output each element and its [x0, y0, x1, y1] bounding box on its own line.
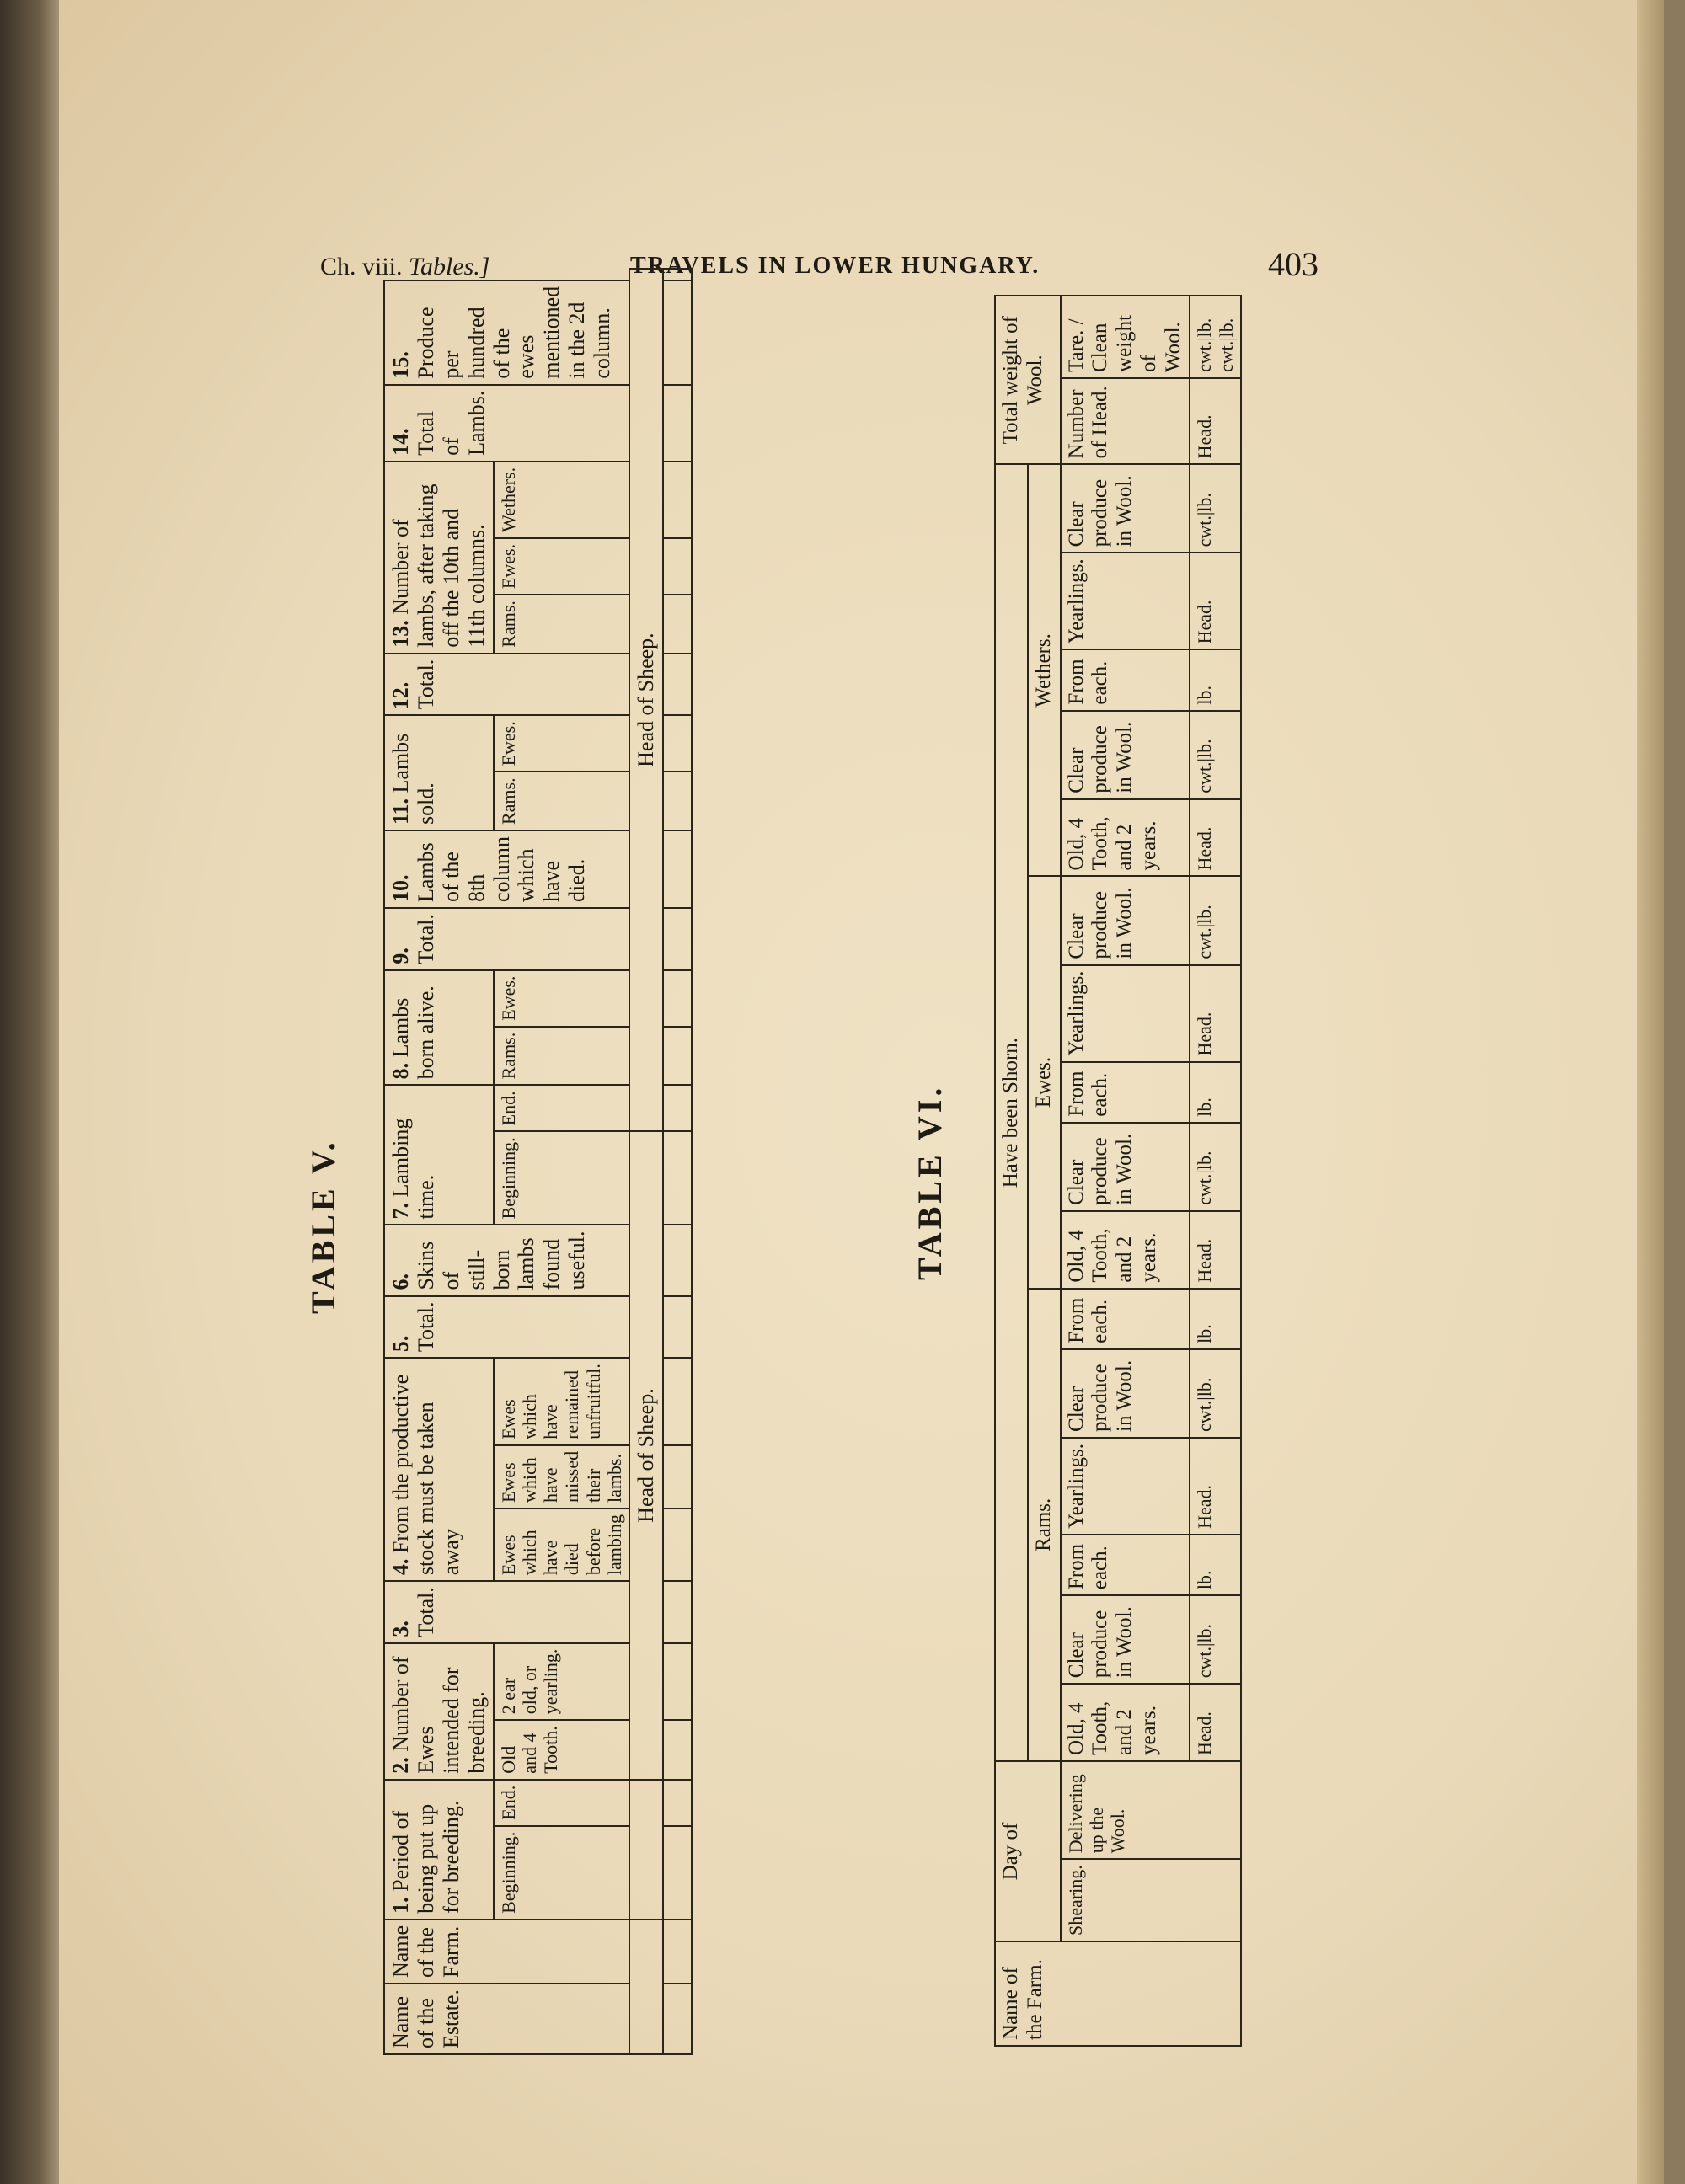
t5-c1-begin: Beginning.: [494, 1826, 630, 1920]
t5-c7-end: End.: [494, 1085, 630, 1131]
table5-title: TABLE V.: [304, 1139, 342, 1314]
t5-c11-num: 11.: [388, 798, 413, 825]
t6-day-of: Day of: [995, 1761, 1061, 1941]
t5-c5-num: 5.: [388, 1335, 413, 1353]
t5-c14: [384, 385, 629, 462]
t5-c10-num: 10.: [388, 874, 413, 903]
t6-rams-old: Old, 4 Tooth, and 2 years.: [1061, 1684, 1190, 1761]
t5-c1-end: End.: [494, 1780, 630, 1826]
t6-lb-1: lb.: [1194, 1623, 1216, 1643]
t5-c3-text: Total.: [413, 1587, 438, 1637]
t6-unit-cwt-7: cwt.|lb. cwt.|lb.: [1190, 296, 1241, 378]
t5-c4-missed: Ewes which have missed their lambs.: [494, 1445, 630, 1509]
t6-ewes: Ewes.: [1028, 876, 1061, 1288]
t6-number-head: Number of Head.: [1061, 378, 1190, 464]
t6-lb-4: lb.: [1194, 905, 1216, 924]
t5-c5-text: Total.: [413, 1301, 438, 1353]
t5-unit-blank2: [629, 1780, 663, 1920]
t5-c7: [384, 1085, 494, 1225]
t5-c8: [384, 970, 494, 1086]
t5-c12-num: 12.: [388, 681, 413, 710]
page-number: 403: [1268, 245, 1319, 283]
t6-wethers-each1: From each.: [1061, 649, 1190, 710]
t5-c4-text: From the productive stock must be taken away: [388, 1374, 463, 1576]
t6-cwt-1: cwt.: [1194, 1646, 1216, 1679]
t5-c14-num: 14.: [388, 428, 413, 456]
t6-cwt-5: cwt.: [1194, 761, 1216, 793]
t5-c4-unfruitful: Ewes which have remained unfruitful.: [494, 1358, 630, 1445]
t6-farm: Name of the Farm.: [995, 1941, 1241, 2046]
t5-c8-num: 8.: [388, 1062, 413, 1080]
t6-cwt-3: cwt.: [1194, 1173, 1216, 1205]
t5-c1: [384, 1780, 494, 1920]
t6-unit-head-4: Head.: [1190, 965, 1241, 1062]
t5-c6: [384, 1225, 629, 1296]
t6-rams-each1: From each.: [1061, 1535, 1190, 1595]
t6-rams-clear1: Clear produce in Wool.: [1061, 1595, 1190, 1684]
t5-c3-num: 3.: [388, 1621, 413, 1637]
t6-unit-cwt-3: cwt.|lb.: [1190, 1123, 1241, 1211]
t5-farm: Name of the Farm.: [384, 1920, 629, 1984]
t5-c9-num: 9.: [388, 948, 413, 964]
t6-tare-clean: Tare. / Clean weight of Wool.: [1061, 296, 1190, 378]
t5-unit-blank: [629, 1920, 663, 2054]
t5-c1-num: 1.: [388, 1897, 413, 1914]
t6-unit-lb-3: lb.: [1190, 1062, 1241, 1123]
t6-total-weight: Total weight of Wool.: [995, 296, 1061, 464]
t5-c4: [384, 1358, 494, 1581]
t6-rams-yearlings: Yearlings.: [1061, 1438, 1190, 1535]
t6-ewes-old: Old, 4 Tooth, and 2 years.: [1061, 1211, 1190, 1289]
t5-c6-num: 6.: [388, 1274, 413, 1290]
t5-c7-begin: Beginning.: [494, 1131, 630, 1225]
t6-unit-cwt-1: cwt.|lb.: [1190, 1595, 1241, 1684]
t6-unit-cwt-5: cwt.|lb.: [1190, 711, 1241, 799]
t5-c11-ewes: Ewes.: [494, 715, 630, 772]
t5-blank-row: [663, 269, 692, 2054]
t6-delivering: Delivering up the Wool.: [1061, 1761, 1241, 1859]
t5-c1-text: Period of being put up for breeding.: [388, 1800, 463, 1914]
t5-head-of-sheep-a: Head of Sheep.: [629, 1131, 663, 1779]
t6-clean: Clean weight of Wool.: [1089, 314, 1185, 372]
t5-c4-num: 4.: [388, 1558, 413, 1576]
t5-c8-rams: Rams.: [494, 1027, 630, 1086]
t5-c11-rams: Rams.: [494, 772, 630, 830]
t5-c2-yearling: 2 ear old, or yearling.: [494, 1643, 630, 1721]
t5-c10: [384, 830, 629, 908]
t5-c13-num: 13.: [388, 620, 413, 648]
running-title: TRAVELS IN LOWER HUNGARY.: [630, 253, 1040, 279]
t6-cwt-6: cwt.: [1194, 515, 1216, 547]
t6-cwt-2: cwt.: [1194, 1400, 1216, 1432]
section-label: Tables.]: [409, 253, 490, 280]
t6-cwt-7: cwt.: [1194, 340, 1216, 372]
table5-grid: [383, 268, 693, 2055]
t5-c12-text: Total.: [413, 659, 438, 710]
chapter-label: Ch. viii.: [320, 253, 403, 280]
table6-title: TABLE VI.: [911, 1084, 949, 1280]
t6-have-been-shorn: Have been Shorn.: [995, 464, 1028, 1761]
t5-c7-num: 7.: [388, 1203, 413, 1220]
t6-rams: Rams.: [1028, 1289, 1061, 1761]
t5-c13-wethers: Wethers.: [494, 462, 630, 538]
book-page: [59, 0, 1664, 2184]
t6-ewes-clear1: Clear produce in Wool.: [1061, 1123, 1190, 1211]
t6-wethers-clear1: Clear produce in Wool.: [1061, 711, 1190, 799]
t6-ewes-yearlings: Yearlings.: [1061, 965, 1190, 1062]
t6-wethers-old: Old, 4 Tooth, and 2 years.: [1061, 799, 1190, 877]
t6-unit-lb-5: lb.: [1190, 649, 1241, 710]
t6-wethers-yearlings: Yearlings.: [1061, 553, 1190, 649]
t6-unit-head-7: Head.: [1190, 378, 1241, 464]
t5-c6-text: Skins of still-born lambs found useful.: [413, 1231, 590, 1290]
t6-rams-clear2: Clear produce in Wool.: [1061, 1349, 1190, 1438]
t5-c13-rams: Rams.: [494, 595, 630, 654]
t6-unit-lb-1: lb.: [1190, 1535, 1241, 1595]
t5-estate: Name of the Estate.: [384, 1984, 629, 2054]
t5-c15-num: 15.: [388, 351, 413, 379]
t5-c8-ewes: Ewes.: [494, 970, 630, 1027]
t5-c12: [384, 654, 629, 716]
t6-shearing: Shearing.: [1061, 1859, 1241, 1941]
t5-c14-text: Total of Lambs.: [413, 390, 489, 456]
t5-c13-ewes: Ewes.: [494, 538, 630, 595]
t6-unit-cwt-6: cwt.|lb.: [1190, 464, 1241, 553]
t6-tare: Tare.: [1064, 329, 1088, 372]
t6-unit-head-1: Head.: [1190, 1684, 1241, 1761]
t5-c8-text: Lambs born alive.: [388, 985, 438, 1080]
t5-c13-text: Number of lambs, after taking off the 10th and 11th columns.: [388, 483, 489, 648]
t6-lb-5: lb.: [1194, 739, 1216, 759]
t6-unit-head-6: Head.: [1190, 553, 1241, 649]
t5-c7-text: Lambing time.: [388, 1118, 438, 1220]
t5-c2-old: Old and 4 Tooth.: [494, 1720, 630, 1780]
table6: [994, 295, 1331, 2047]
t6-lb-2: lb.: [1194, 1377, 1216, 1397]
t6-unit-lb-2: lb.: [1190, 1289, 1241, 1349]
t5-c10-text: Lambs of the 8th column which have died.: [413, 836, 590, 903]
t6-ewes-each1: From each.: [1061, 1062, 1190, 1123]
t5-c11-text: Lambs sold.: [388, 733, 438, 825]
t6-cwt-4: cwt.: [1194, 927, 1216, 959]
table6-grid: [994, 295, 1242, 2047]
t6-unit-head-3: Head.: [1190, 1211, 1241, 1289]
t6-wethers: Wethers.: [1028, 464, 1061, 876]
t5-c2-text: Number of Ewes intended for breeding.: [388, 1656, 489, 1774]
t5-head-of-sheep-b: Head of Sheep.: [629, 269, 663, 1131]
t6-cwt-8: cwt.: [1215, 340, 1237, 372]
t5-c11: [384, 715, 494, 830]
t5-c5: [384, 1296, 629, 1359]
t6-wethers-clear2: Clear produce in Wool.: [1061, 464, 1190, 553]
t6-unit-cwt-2: cwt.|lb.: [1190, 1349, 1241, 1438]
t5-c9: [384, 908, 629, 970]
t5-c2: [384, 1643, 494, 1780]
t5-c3: [384, 1581, 629, 1643]
t5-c4-died: Ewes which have died before lambing: [494, 1509, 630, 1581]
t6-lb-8: lb.: [1215, 318, 1237, 338]
t5-c9-text: Total.: [413, 914, 438, 964]
t6-lb-7: lb.: [1194, 318, 1216, 338]
t6-rams-each2: From each.: [1061, 1289, 1190, 1349]
t5-c2-num: 2.: [388, 1757, 413, 1774]
t6-unit-head-5: Head.: [1190, 799, 1241, 877]
book-binding: [0, 0, 66, 2184]
t6-lb-6: lb.: [1194, 493, 1216, 512]
t5-c15: [384, 280, 629, 385]
t6-unit-cwt-4: cwt.|lb.: [1190, 876, 1241, 964]
t6-lb-3: lb.: [1194, 1151, 1216, 1171]
t6-unit-head-2: Head.: [1190, 1438, 1241, 1535]
t5-c13: [384, 462, 494, 654]
t5-c15-text: Produce per hundred of the ewes mentioned in the 2d column.: [413, 286, 615, 379]
t6-ewes-clear2: Clear produce in Wool.: [1061, 876, 1190, 964]
table5: [383, 286, 805, 2055]
page-edge: [1637, 0, 1664, 2184]
